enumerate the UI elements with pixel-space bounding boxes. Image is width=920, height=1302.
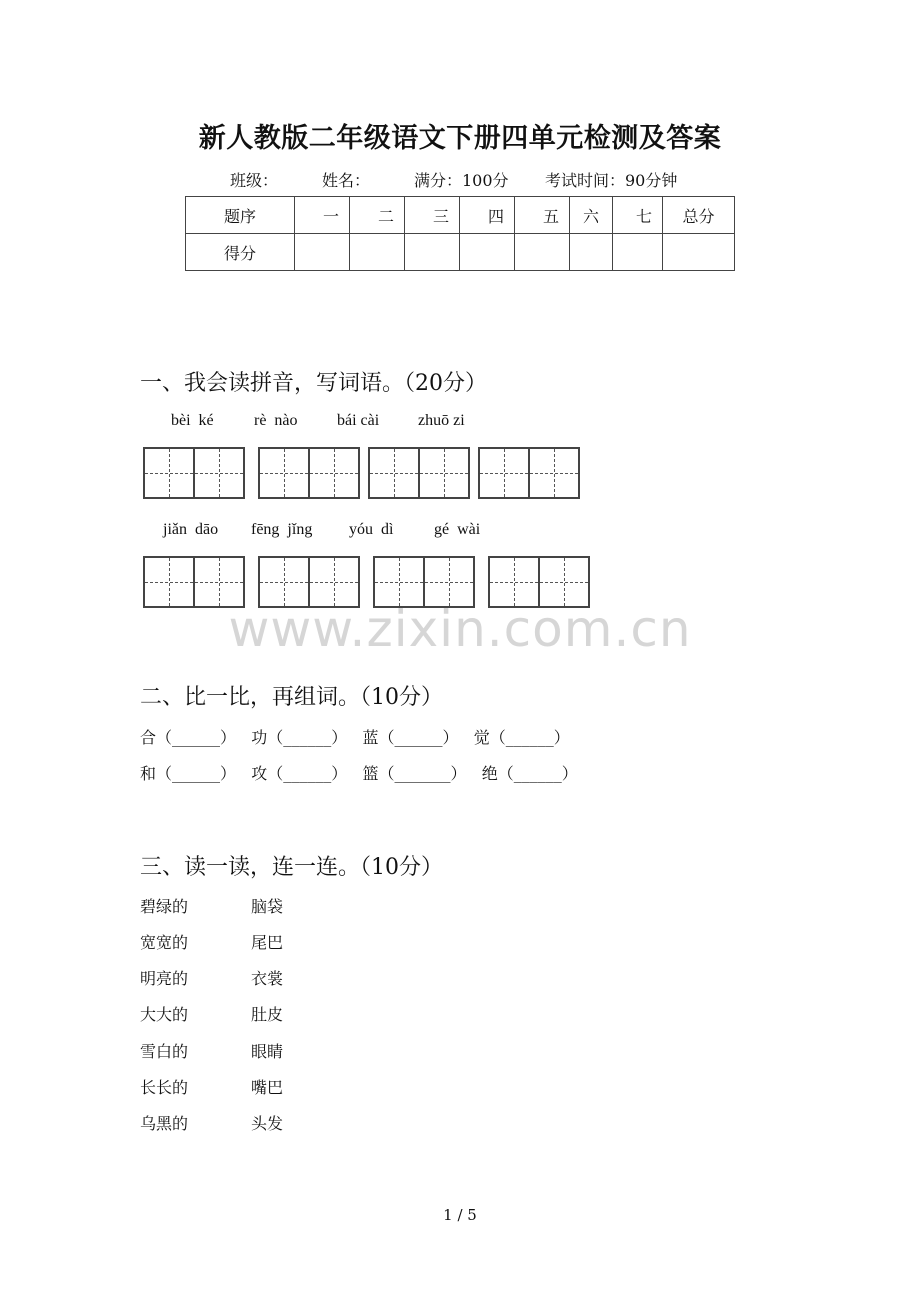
exam-time-label: 考试时间：90分钟 [545, 171, 678, 190]
header-cell-3: 三 [405, 197, 460, 234]
name-label: 姓名： [322, 171, 371, 190]
header-cell-6: 六 [570, 197, 613, 234]
pinyin-label: fēng jǐng [251, 521, 313, 538]
match-right-item[interactable]: 肚皮 [251, 1005, 284, 1024]
pinyin-label: zhuō zi [418, 412, 465, 429]
match-right-item[interactable]: 脑袋 [251, 897, 284, 916]
header-cell-total: 总分 [663, 197, 735, 234]
writing-cell[interactable] [528, 447, 580, 499]
class-label: 班级： [230, 171, 279, 190]
header-cell-4: 四 [460, 197, 515, 234]
match-right-item[interactable]: 眼睛 [251, 1042, 284, 1061]
score-table-header-row [186, 197, 735, 234]
match-right-item[interactable]: 衣裳 [251, 969, 284, 988]
pinyin-label: jiǎn dāo [163, 521, 219, 538]
header-cell-2: 二 [350, 197, 405, 234]
header-cell-order: 题序 [186, 197, 295, 234]
match-left-item[interactable]: 宽宽的 [140, 933, 189, 952]
match-left-item[interactable]: 雪白的 [140, 1042, 189, 1061]
writing-cell[interactable] [143, 447, 195, 499]
writing-grid[interactable] [368, 447, 468, 499]
compare-row-1: 合（______） 功（______） 蓝（______） 觉（______） [140, 728, 570, 747]
writing-grid[interactable] [478, 447, 578, 499]
score-table-score-row [186, 234, 735, 271]
writing-grid[interactable] [258, 447, 358, 499]
watermark: www.zixin.com.cn [228, 600, 692, 658]
score-row-label: 得分 [186, 234, 295, 271]
section-2-heading: 二、比一比，再组词。（10分） [140, 685, 443, 710]
score-cell[interactable] [405, 234, 460, 271]
page-number: 1 / 5 [443, 1206, 477, 1224]
match-left-item[interactable]: 大大的 [140, 1005, 189, 1024]
writing-cell[interactable] [418, 447, 470, 499]
match-left-item[interactable]: 明亮的 [140, 969, 189, 988]
writing-cell[interactable] [258, 447, 310, 499]
pinyin-label: bèi ké [171, 412, 214, 429]
section-1-heading: 一、我会读拼音，写词语。（20分） [140, 371, 487, 396]
score-cell[interactable] [663, 234, 735, 271]
header-cell-5: 五 [515, 197, 570, 234]
header-cell-1: 一 [295, 197, 350, 234]
pinyin-label: yóu dì [349, 521, 394, 538]
score-cell[interactable] [295, 234, 350, 271]
match-left-item[interactable]: 乌黑的 [140, 1114, 189, 1133]
match-left-item[interactable]: 长长的 [140, 1078, 189, 1097]
writing-grid[interactable] [143, 447, 243, 499]
pinyin-label: gé wài [434, 521, 481, 538]
match-right-item[interactable]: 尾巴 [251, 933, 284, 952]
pinyin-label: rè nào [254, 412, 298, 429]
score-table [185, 196, 735, 271]
writing-cell[interactable] [478, 447, 530, 499]
score-cell[interactable] [613, 234, 663, 271]
match-right-item[interactable]: 嘴巴 [251, 1078, 284, 1097]
writing-cell[interactable] [368, 447, 420, 499]
header-cell-7: 七 [613, 197, 663, 234]
section-3-heading: 三、读一读，连一连。（10分） [140, 855, 443, 880]
writing-cell[interactable] [308, 447, 360, 499]
match-right-item[interactable]: 头发 [251, 1114, 284, 1133]
page-title: 新人教版二年级语文下册四单元检测及答案 [198, 123, 722, 154]
score-cell[interactable] [460, 234, 515, 271]
score-cell[interactable] [350, 234, 405, 271]
score-cell[interactable] [570, 234, 613, 271]
pinyin-label: bái cài [337, 412, 380, 429]
full-score-label: 满分：100分 [414, 171, 509, 190]
match-left-item[interactable]: 碧绿的 [140, 897, 189, 916]
score-cell[interactable] [515, 234, 570, 271]
writing-cell[interactable] [193, 447, 245, 499]
compare-row-2: 和（______） 攻（______） 篮（_______） 绝（______） [140, 764, 578, 783]
